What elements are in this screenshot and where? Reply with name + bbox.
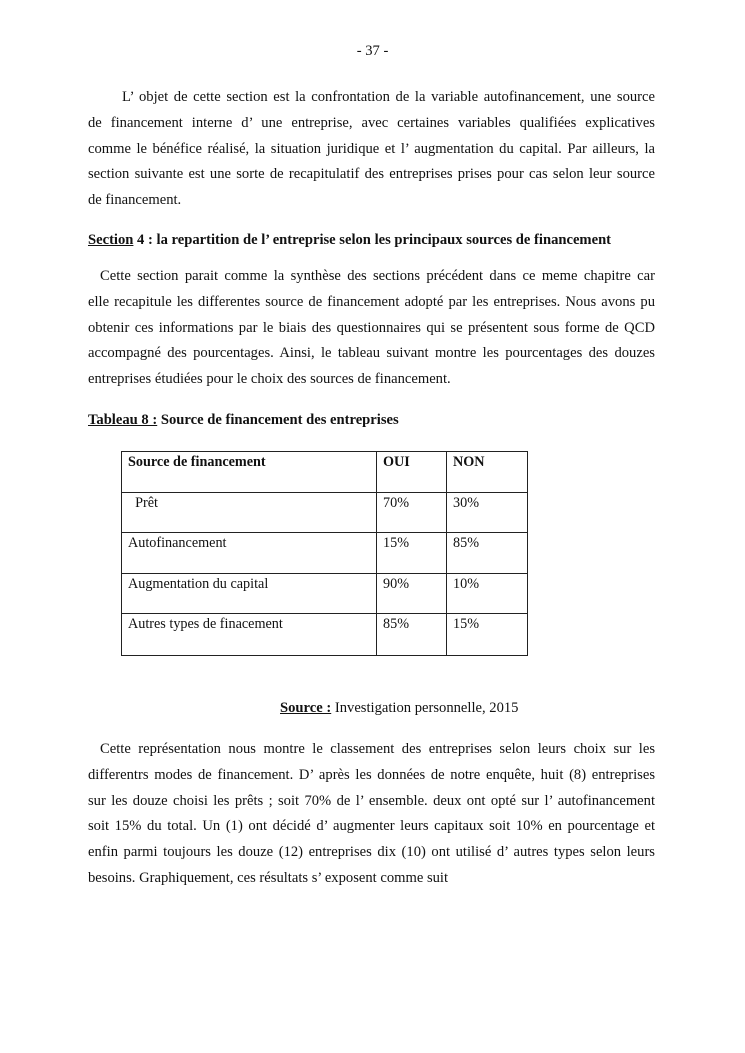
text-line: Cette section parait comme la synthèse des sections précédent dans ce meme chapitre car	[100, 268, 655, 284]
cell-source: Autres types de finacement	[122, 614, 377, 656]
page-number: - 37 -	[356, 43, 389, 59]
section-label: Section	[88, 232, 134, 248]
cell-source: Augmentation du capital	[122, 573, 377, 614]
paragraph-intro	[88, 85, 655, 214]
cell-non: 85%	[447, 533, 528, 574]
header-non: NON	[447, 452, 528, 493]
text-line: enfin parmi toujours les douze (12) entreprises dix (10) ont utilisé d’ autres types selon leurs	[88, 844, 655, 861]
cell-oui: 70%	[377, 492, 447, 533]
section-title: 4 : la repartition de l’ entreprise selon les principaux sources de financement	[133, 232, 612, 248]
source-text: Investigation personnelle, 2015	[331, 700, 519, 716]
table-source	[280, 700, 518, 717]
table-row	[122, 492, 528, 533]
table-row	[122, 533, 528, 574]
text-line: elle recapitule les differentes source de financement adopté par les entreprises. Nous avons pu	[88, 293, 655, 310]
paragraph-analysis	[88, 737, 655, 892]
paragraph-section	[88, 264, 655, 393]
text-line: L’ objet de cette section est la confrontation de la variable autofinancement, une source	[122, 89, 655, 105]
text-line: sur les douze choisi les prêts ; soit 70% de l’ ensemble. deux ont opté sur l’ autofinancement	[88, 792, 655, 809]
text-line: obtenir ces informations par le biais des questionnaires qui se présentent sous forme de QCD	[88, 319, 655, 336]
table-caption	[88, 410, 399, 430]
table-row	[122, 573, 528, 614]
cell-non: 30%	[447, 492, 528, 533]
text-line: differentrs modes de financement. D’ après les données de notre enquête, huit (8) entreprises	[88, 766, 655, 783]
cell-oui: 15%	[377, 533, 447, 574]
text-line: entreprises étudiées pour le choix des sources de financement.	[88, 371, 451, 388]
source-label: Source :	[280, 700, 332, 716]
cell-source: Prêt	[122, 492, 377, 533]
table-row	[122, 614, 528, 656]
header-oui: OUI	[377, 452, 447, 493]
table-header-row	[122, 452, 528, 493]
cell-non: 15%	[447, 614, 528, 656]
text-line: comme le bénéfice réalisé, la situation juridique et l’ augmentation du capital. Par ailleurs, la	[88, 140, 655, 157]
cell-oui: 85%	[377, 614, 447, 656]
cell-non: 10%	[447, 573, 528, 614]
text-line: Cette représentation nous montre le classement des entreprises selon leurs choix sur les	[100, 741, 655, 757]
text-line: accompagné des pourcentages. Ainsi, le tableau suivant montre les pourcentages des douzes	[88, 345, 655, 362]
financing-table	[121, 451, 528, 656]
text-line: de financement interne d’ une entreprise, avec certaines variables qualifiées explicatives	[88, 114, 655, 131]
text-line: soit 15% du total. Un (1) ont décidé d’ augmenter leurs capitaux soit 10% en pourcentage et	[88, 818, 655, 835]
text-line: de financement.	[88, 192, 182, 209]
cell-source: Autofinancement	[122, 533, 377, 574]
header-source: Source de financement	[122, 452, 377, 493]
section-heading	[88, 230, 611, 250]
table-caption-text: Source de financement des entreprises	[157, 412, 399, 428]
cell-oui: 90%	[377, 573, 447, 614]
text-line: besoins. Graphiquement, ces résultats s’ exposent comme suit	[88, 869, 449, 886]
text-line: section suivante est une sorte de recapitulatif des entreprises prises pour cas selon leur source	[88, 166, 655, 183]
table-caption-label: Tableau 8 :	[88, 412, 158, 428]
